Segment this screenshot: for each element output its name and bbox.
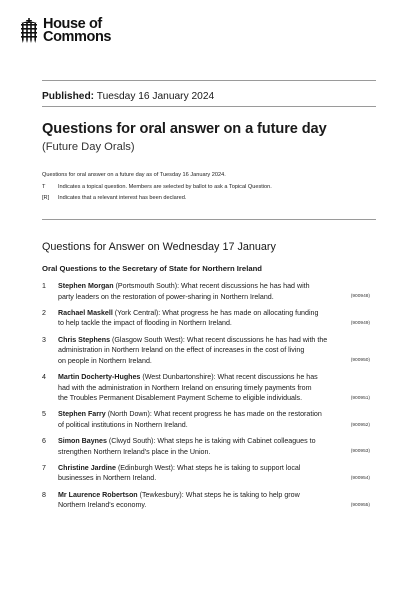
section-heading: Questions for Answer on Wednesday 17 January [42, 241, 276, 253]
member-constituency: (Glasgow South West): [112, 335, 185, 344]
question-reference: (900948) [350, 294, 370, 300]
member-constituency: (Clwyd South): [108, 437, 156, 446]
question-line [58, 372, 362, 383]
question-text: administration in Northern Ireland on the effect of increases in the cost of living [58, 346, 305, 355]
question-number: 3 [42, 335, 46, 344]
question-text: party leaders on the restoration of power-sharing in Northern Ireland. [58, 292, 274, 301]
member-name: Martin Docherty-Hughes [58, 372, 141, 381]
member-name: Simon Baynes [58, 437, 107, 446]
question-body [58, 436, 370, 457]
question-body [58, 281, 370, 302]
published-label: Published: [42, 91, 95, 102]
question-text: What steps he is taking to help grow [185, 490, 300, 499]
question-line [58, 292, 362, 303]
page-title: Questions for oral answer on a future day [42, 121, 327, 137]
question-reference: (900949) [350, 320, 370, 326]
question-text: the Troubles Permanent Disablement Payment Scheme to eligible individuals. [58, 394, 303, 403]
question-text: on people in Northern Ireland. [58, 356, 152, 365]
legend-text: Indicates that a relevant interest has been declared. [58, 195, 187, 201]
member-name: Stephen Farry [58, 410, 106, 419]
question-line [58, 490, 362, 501]
question-reference: (900952) [350, 422, 370, 428]
question-list [42, 281, 370, 516]
legend-interest [42, 195, 186, 201]
question-reference: (900955) [350, 502, 370, 508]
member-constituency: (Portsmouth South): [115, 282, 180, 290]
question-body [58, 372, 370, 404]
member-constituency: (Tewkesbury): [139, 490, 184, 499]
legend-key: [R] [42, 195, 50, 201]
question-line [58, 393, 362, 404]
member-constituency: (North Down): [107, 410, 152, 419]
logo-line-2: Commons [43, 28, 112, 45]
question-line [58, 500, 362, 511]
divider [42, 219, 376, 220]
page-subtitle: (Future Day Orals) [42, 141, 135, 153]
published-date: Tuesday 16 January 2024 [96, 91, 215, 102]
question-line [58, 463, 362, 474]
legend-key: T [42, 184, 46, 190]
question-number: 7 [42, 463, 46, 472]
question-line [58, 281, 362, 292]
member-constituency: (West Dunbartonshire): [142, 372, 216, 381]
question-text: What recent discussions he has had with the [186, 335, 328, 344]
question-item [42, 436, 370, 457]
portcullis-icon [20, 18, 38, 44]
question-number: 8 [42, 490, 46, 499]
member-name: Rachael Maskell [58, 308, 113, 317]
question-line [58, 356, 362, 367]
member-name: Chris Stephens [58, 335, 111, 344]
question-number: 2 [42, 308, 46, 317]
question-reference: (900951) [350, 395, 370, 401]
question-line [58, 447, 362, 458]
question-body [58, 308, 370, 329]
question-number: 1 [42, 282, 46, 290]
question-body [58, 409, 370, 430]
legend-text: Indicates a topical question. Members are selected by ballot to ask a Topical Question. [58, 184, 272, 190]
question-body [58, 335, 370, 367]
question-reference: (900953) [350, 449, 370, 455]
question-line [58, 335, 362, 346]
question-text: businesses in Northern Ireland. [58, 474, 157, 483]
member-constituency: (York Central): [114, 308, 161, 317]
question-line [58, 318, 362, 329]
question-text: Northern Ireland's economy. [58, 501, 147, 510]
member-name: Christine Jardine [58, 463, 116, 472]
question-text: What recent discussions he has [217, 372, 318, 381]
intro-text: Questions for oral answer on a future day as of Tuesday 16 January 2024. [42, 172, 226, 178]
published-line [42, 91, 214, 102]
logo-text [43, 18, 111, 43]
question-item [42, 308, 370, 329]
question-item [42, 335, 370, 367]
question-number: 4 [42, 372, 46, 381]
question-line [58, 409, 362, 420]
department-heading: Oral Questions to the Secretary of State for Northern Ireland [42, 264, 262, 273]
question-item [42, 463, 370, 484]
member-name: Mr Laurence Robertson [58, 490, 138, 499]
divider [42, 80, 376, 81]
question-item [42, 281, 370, 302]
question-number: 6 [42, 437, 46, 446]
question-body [58, 463, 370, 484]
logo-line-1: House of [43, 16, 102, 32]
question-item [42, 409, 370, 430]
question-line [58, 420, 362, 431]
question-reference: (900954) [350, 476, 370, 482]
question-text: What steps he is taking to support local [176, 463, 301, 472]
question-text: of political institutions in Northern Ireland. [58, 420, 188, 429]
question-line [58, 308, 362, 319]
member-name: Stephen Morgan [58, 282, 114, 290]
question-reference: (900950) [350, 358, 370, 364]
question-item [42, 372, 370, 404]
question-line [58, 436, 362, 447]
question-number: 5 [42, 410, 46, 419]
question-item [42, 490, 370, 511]
legend-topical [42, 184, 272, 190]
divider [42, 106, 376, 107]
question-text: What recent discussions he has had with [181, 282, 310, 290]
question-text: What recent progress he has made on the restoration [153, 410, 322, 419]
member-constituency: (Edinburgh West): [117, 463, 175, 472]
question-text: What steps he is taking with Cabinet colleagues to [157, 437, 316, 446]
question-text: strengthen Northern Ireland's place in the Union. [58, 447, 211, 456]
question-line [58, 473, 362, 484]
question-text: to help tackle the impact of flooding in Northern Ireland. [58, 319, 232, 328]
question-text: had with the administration in Northern Ireland on ensuring timely payments from [58, 383, 312, 392]
question-body [58, 490, 370, 511]
house-of-commons-logo[interactable] [20, 18, 111, 44]
question-line [58, 345, 362, 356]
question-text: What progress he has made on allocating funding [162, 308, 319, 317]
question-line [58, 383, 362, 394]
